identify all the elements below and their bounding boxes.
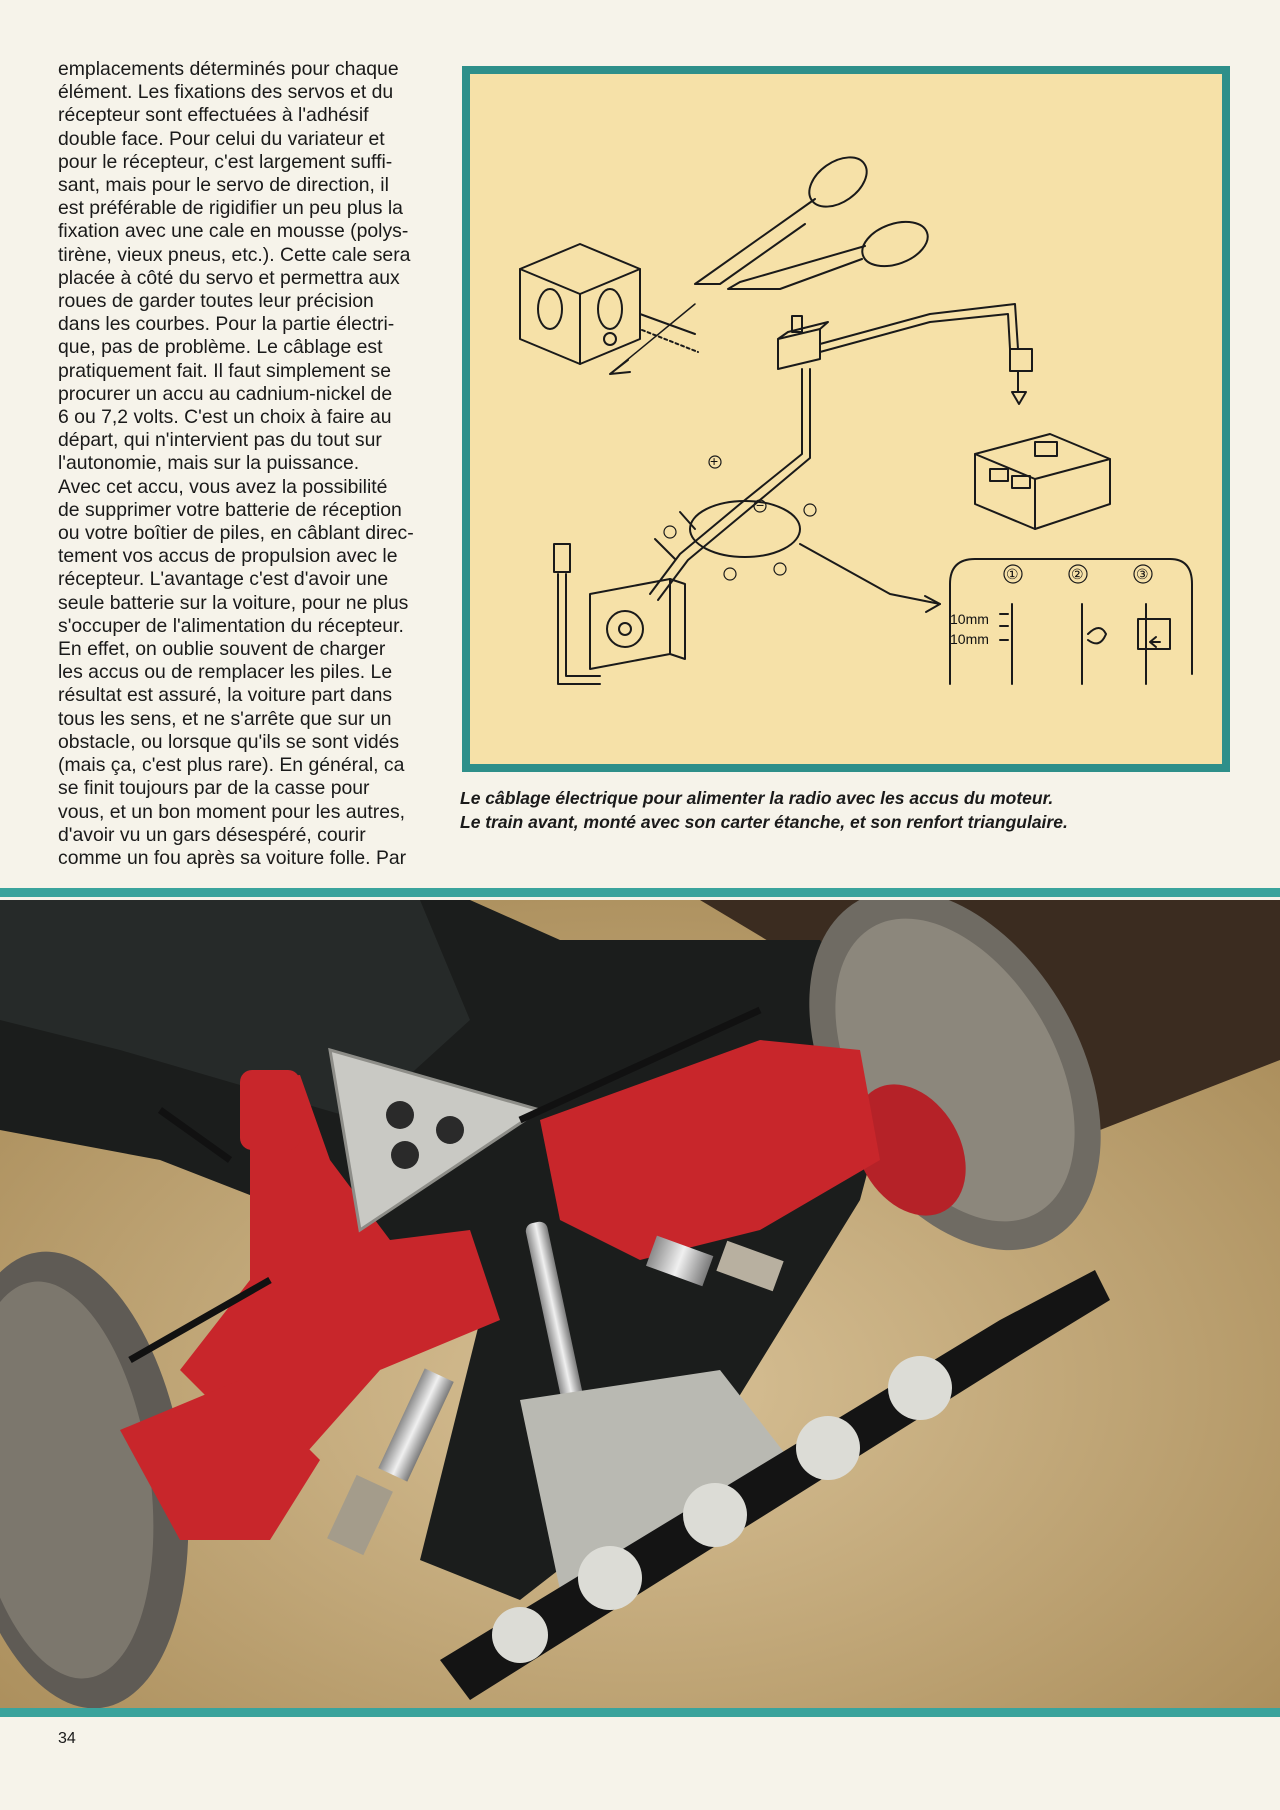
bottom-divider-rule [0,1708,1280,1717]
polarity-plus-label: + [710,453,719,469]
article-line: récepteur sont effectuées à l'adhésif [58,104,369,127]
figure-captions [460,786,1260,834]
dimension-label-1: 10mm [950,611,989,627]
top-divider-rule [0,888,1280,897]
article-line: est préférable de rigidifier un peu plus la [58,197,403,220]
wiring-harness [554,304,1018,684]
article-line: tous les sens, et ne s'arrête que sur un [58,707,392,730]
article-line: vous, et un bon moment pour les autres, [58,800,406,823]
article-line: résultat est assuré, la voiture part dans [58,684,393,707]
article-line: départ, qui n'intervient pas du tout sur [58,429,382,452]
article-line: (mais ça, c'est plus rare). En général, ca [58,754,405,777]
caption-wiring: Le câblage électrique pour alimenter la radio avec les accus du moteur. [460,788,1054,808]
battery-pack-icon [520,244,698,364]
article-line: sant, mais pour le servo de direction, il [58,174,389,197]
connection-highlight-ellipse [690,501,800,557]
front-suspension-illustration [0,900,1280,1708]
article-line: ou votre boîtier de piles, en câblant direc- [58,522,414,545]
article-line: s'occuper de l'alimentation du récepteur. [58,614,404,637]
article-line: seule batterie sur la voiture, pour ne plus [58,591,409,614]
page-number: 34 [58,1730,76,1747]
caption-front-train: Le train avant, monté avec son carter étanche, et son renfort triangulaire. [460,812,1068,832]
dimension-label-2: 10mm [950,631,989,647]
article-line: obstacle, ou lorsque qu'ils se sont vidés [58,730,400,753]
scissors-icon [610,147,934,374]
step-3-label: ③ [1136,566,1149,582]
step-1-label: ① [1006,566,1019,582]
article-line: roues de garder toutes leur précision [58,290,374,313]
article-line: tirène, vieux pneus, etc.). Cette cale sera [58,243,411,266]
article-line: pour le récepteur, c'est largement suffi- [58,150,393,173]
article-line: récepteur. L'avantage c'est d'avoir une [58,568,389,591]
article-line: procurer un accu au cadnium-nickel de [58,382,393,405]
wiring-diagram-illustration [470,74,1222,764]
article-line: élément. Les fixations des servos et du [58,81,394,104]
article-line: l'autonomie, mais sur la puissance. [58,452,360,475]
article-line: pratiquement fait. Il faut simplement se [58,359,392,382]
article-line: fixation avec une cale en mousse (polys- [58,220,409,243]
article-line: les accus ou de remplacer les piles. Le [58,661,393,684]
article-line: emplacements déterminés pour chaque [58,58,399,80]
article-body [58,58,430,870]
article-line: que, pas de problème. Le câblage est [58,336,383,359]
article-line: comme un fou après sa voiture folle. Par [58,846,407,869]
step-2-label: ② [1071,566,1084,582]
article-line: tement vos accus de propulsion avec le [58,545,398,568]
front-suspension-photo [0,900,1280,1708]
article-line: d'avoir vu un gars désespéré, courir [58,823,366,846]
article-line: En effet, on oublie souvent de charger [58,638,386,661]
polarity-minus-label: − [756,497,765,513]
detail-pointer-arrow [800,544,940,604]
wiring-diagram-figure [462,66,1230,772]
article-line: dans les courbes. Pour la partie électri- [58,313,395,336]
article-line: double face. Pour celui du variateur et [58,127,385,150]
article-line: Avec cet accu, vous avez la possibilité [58,475,388,498]
receiver-box-icon [975,434,1110,529]
power-switch-icon [778,316,828,369]
article-line: placée à côté du servo et permettra aux [58,266,400,289]
connector-plug-icon [1010,349,1032,404]
article-line: 6 ou 7,2 volts. C'est un choix à faire au [58,406,392,429]
motor-icon [590,579,685,669]
article-line: de supprimer votre batterie de réception [58,498,402,521]
article-line: se finit toujours par de la casse pour [58,777,370,800]
